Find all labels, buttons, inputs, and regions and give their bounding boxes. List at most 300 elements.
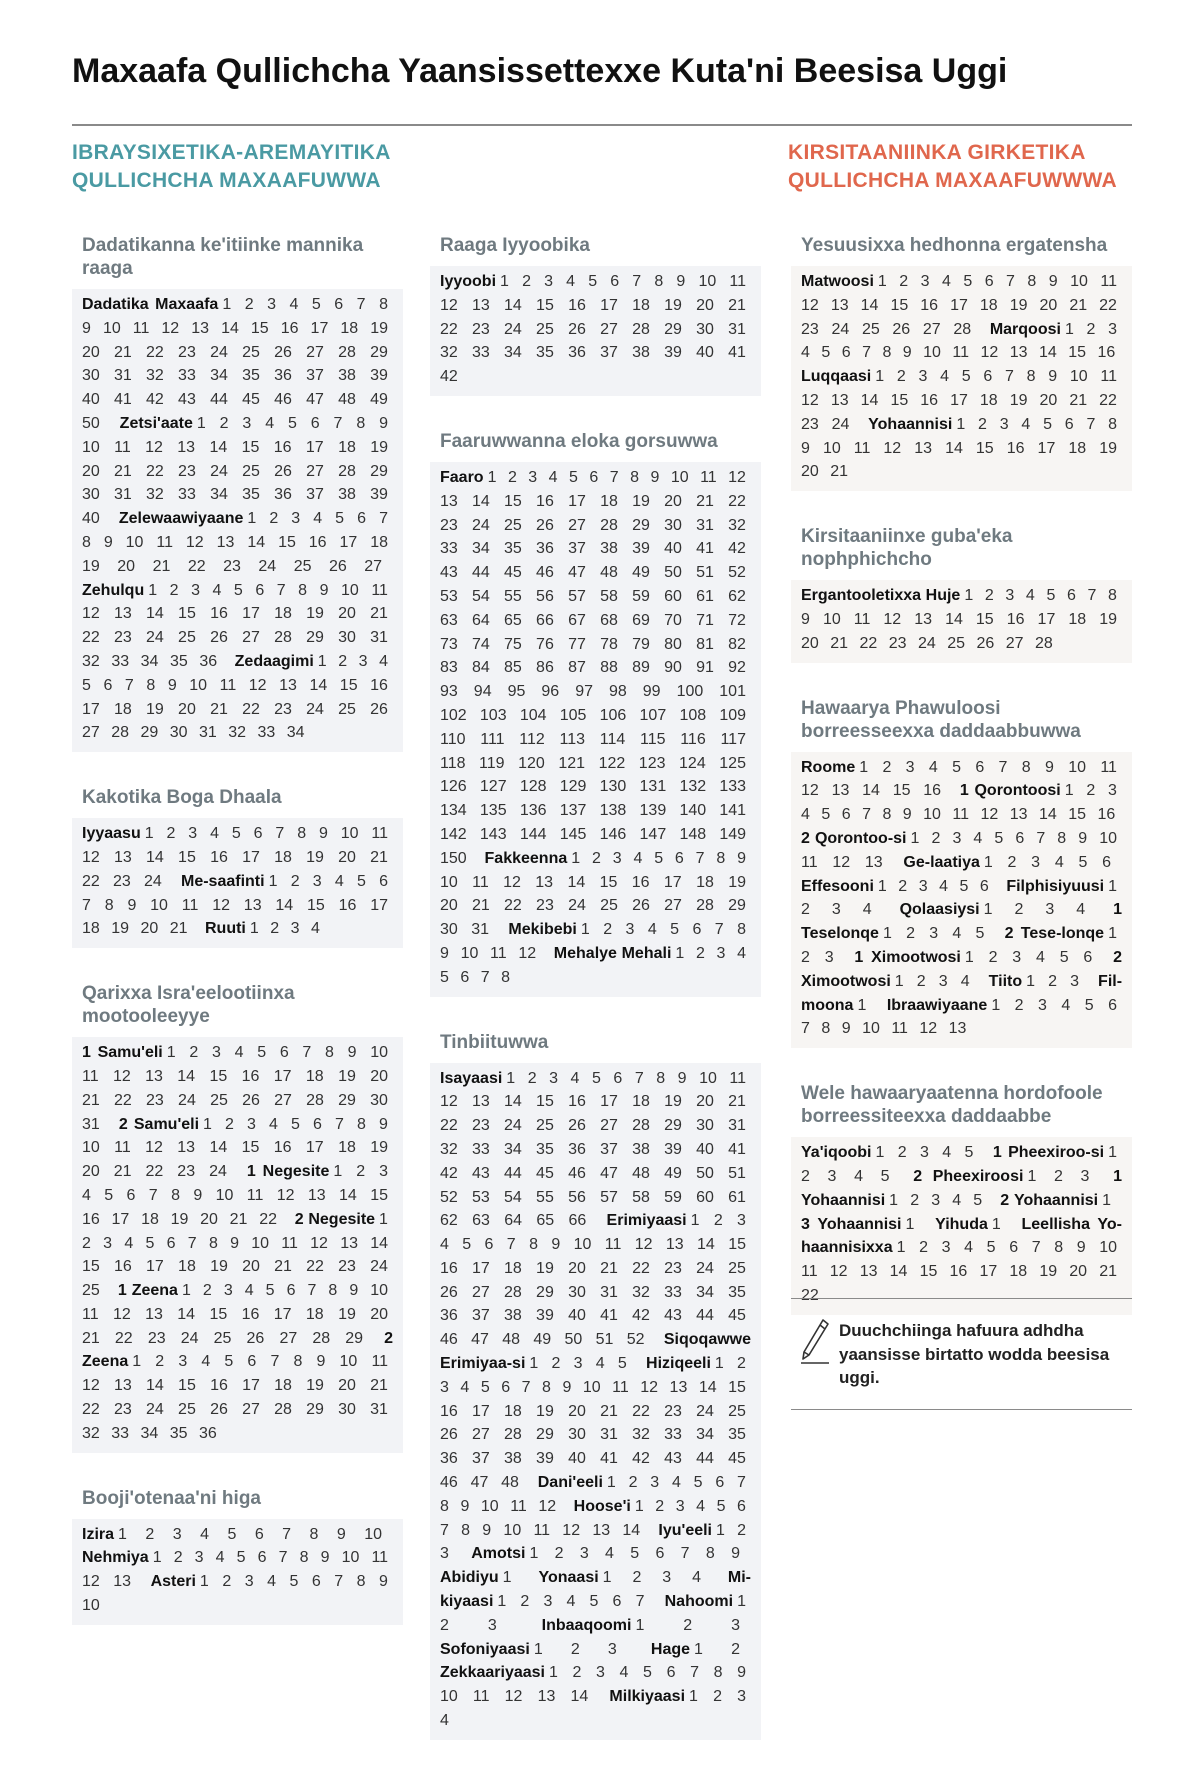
chapter-number[interactable]: 15 [919,1263,938,1281]
chapter-number[interactable]: 18 [1068,610,1087,628]
chapter-number[interactable]: 15 [307,896,325,914]
chapter-number[interactable]: 64 [472,611,490,629]
chapter-number[interactable]: 127 [479,778,507,796]
chapter-number[interactable]: 7 [276,581,286,599]
chapter-number[interactable]: 123 [638,754,666,772]
chapter-number[interactable]: 86 [536,659,554,677]
book-name[interactable]: Erimiyaasi [606,1212,687,1230]
chapter-number[interactable]: 13 [114,1377,132,1395]
chapter-number[interactable]: 9 [1048,368,1058,386]
chapter-number[interactable]: 45 [504,564,522,582]
chapter-number[interactable]: 4 [928,758,938,776]
chapter-number[interactable]: 3 [918,368,928,386]
book-name[interactable]: 2 Yohaannisi [1000,1191,1099,1209]
book-name[interactable]: Mekibebi [508,921,577,939]
chapter-number[interactable]: 45 [242,391,260,409]
chapter-number[interactable]: 7 [334,1573,344,1591]
chapter-number[interactable]: 4 [201,1353,211,1371]
chapter-number[interactable]: 1 [875,368,885,386]
chapter-number[interactable]: 37 [600,344,618,362]
chapter-number[interactable]: 1 [983,901,993,919]
chapter-number[interactable]: 2 [713,1212,723,1230]
chapter-number[interactable]: 4 [200,1525,209,1543]
book-name[interactable]: Marqoosi [989,320,1061,338]
chapter-number[interactable]: 64 [504,1212,523,1230]
chapter-number[interactable]: 37 [568,540,586,558]
chapter-number[interactable]: 26 [568,320,586,338]
chapter-number[interactable]: 5 [104,1186,114,1204]
chapter-number[interactable]: 25 [947,634,966,652]
chapter-number[interactable]: 41 [728,344,746,362]
chapter-number[interactable]: 45 [728,1307,746,1325]
chapter-number[interactable]: 4 [940,368,950,386]
chapter-number[interactable]: 5 [291,1115,300,1133]
chapter-number[interactable]: 10 [125,533,144,551]
book-name[interactable]: Effesooni [801,877,874,895]
chapter-number[interactable]: 1 [956,415,966,433]
book-name[interactable]: 1 Yohaannisi [801,1167,1122,1209]
chapter-number[interactable]: 2 [1086,320,1096,338]
chapter-number[interactable]: 94 [473,683,492,701]
chapter-number[interactable]: 39 [370,486,388,504]
chapter-number[interactable]: 1 [716,1521,725,1539]
chapter-number[interactable]: 11 [729,273,746,290]
book-entry[interactable] [801,1216,929,1233]
chapter-number[interactable]: 6 [612,1593,622,1611]
chapter-number[interactable]: 8 [630,468,639,486]
chapter-number[interactable]: 15 [339,676,358,694]
chapter-number[interactable]: 71 [696,611,714,629]
chapter-number[interactable]: 138 [599,802,627,820]
book-name[interactable]: Luqqaasi [801,368,872,386]
chapter-number[interactable]: 33 [472,1140,490,1158]
chapter-number[interactable]: 6 [674,849,684,867]
chapter-number[interactable]: 13 [669,1378,688,1396]
chapter-number[interactable]: 26 [568,1117,586,1135]
chapter-number[interactable]: 3 [920,1144,929,1162]
chapter-number[interactable]: 4 [267,1573,276,1591]
chapter-number[interactable]: 10 [370,1044,389,1062]
book-entry[interactable] [440,1641,645,1658]
chapter-number[interactable]: 9 [737,849,747,867]
chapter-number[interactable]: 21 [274,1258,292,1276]
chapter-number[interactable]: 133 [719,778,747,796]
chapter-number[interactable]: 54 [504,1188,522,1206]
chapter-number[interactable]: 144 [519,825,547,843]
chapter-number[interactable]: 1 [268,872,278,890]
chapter-number[interactable]: 4 [234,1044,244,1062]
chapter-number[interactable]: 38 [632,344,650,362]
chapter-number[interactable]: 4 [862,901,872,919]
chapter-number[interactable]: 6 [613,1069,623,1087]
chapter-number[interactable]: 17 [600,1093,618,1111]
chapter-number[interactable]: 11 [1100,368,1117,386]
book-name[interactable]: Iyyoobi [440,273,497,290]
chapter-number[interactable]: 5 [231,825,241,843]
chapter-number[interactable]: 37 [306,367,324,385]
chapter-number[interactable]: 1 [964,587,974,605]
chapter-number[interactable]: 21 [114,462,132,480]
chapter-number[interactable]: 10 [82,438,100,456]
book-name[interactable]: Dadatika Maxaafa [82,296,219,313]
chapter-number[interactable]: 5 [224,1353,234,1371]
book-name[interactable]: Faaro [440,468,484,486]
chapter-number[interactable]: 22 [82,629,100,647]
chapter-number[interactable]: 10 [82,1139,100,1157]
chapter-number[interactable]: 3 [675,1497,685,1515]
chapter-number[interactable]: 6 [715,1474,725,1492]
chapter-number[interactable]: 2 [1014,996,1024,1014]
chapter-number[interactable]: 9 [551,1236,561,1254]
chapter-number[interactable]: 22 [632,1402,650,1420]
chapter-number[interactable]: 31 [600,1283,618,1301]
chapter-number[interactable]: 37 [600,1140,618,1158]
chapter-number[interactable]: 7 [680,1545,690,1563]
chapter-number[interactable]: 31 [370,1401,388,1419]
chapter-number[interactable]: 139 [639,802,667,820]
chapter-number[interactable]: 13 [830,391,849,409]
chapter-number[interactable]: 2 [591,849,601,867]
chapter-number[interactable]: 3 [194,1549,204,1567]
chapter-number[interactable]: 11 [952,806,970,824]
chapter-number[interactable]: 2 [906,925,915,943]
chapter-number[interactable]: 141 [719,802,747,820]
book-name[interactable]: Ge-laatiya [903,853,980,871]
chapter-number[interactable]: 14 [247,533,266,551]
chapter-number[interactable]: 17 [663,873,682,891]
chapter-number[interactable]: 21 [472,897,490,915]
chapter-number[interactable]: 1 [877,273,887,290]
chapter-number[interactable]: 42 [440,1164,458,1182]
chapter-number[interactable]: 21 [1069,296,1088,314]
chapter-number[interactable]: 10 [150,896,168,914]
chapter-number[interactable]: 58 [632,1188,650,1206]
chapter-number[interactable]: 26 [536,516,554,534]
chapter-number[interactable]: 6 [979,877,989,895]
book-entry[interactable] [440,1355,751,1491]
chapter-number[interactable]: 43 [440,564,458,582]
chapter-number[interactable]: 17 [82,700,100,718]
chapter-number[interactable]: 4 [942,1144,952,1162]
book-name[interactable]: Yihuda [935,1215,988,1233]
chapter-number[interactable]: 15 [892,782,911,800]
chapter-number[interactable]: 3 [612,849,622,867]
book-entry[interactable] [440,1070,751,1230]
chapter-number[interactable]: 17 [979,1263,998,1281]
chapter-number[interactable]: 5 [1059,948,1069,966]
chapter-number[interactable]: 38 [504,1307,522,1325]
chapter-number[interactable]: 5 [265,1282,275,1300]
chapter-number[interactable]: 8 [309,1525,319,1543]
chapter-number[interactable]: 15 [728,1378,746,1396]
chapter-number[interactable]: 4 [941,273,951,290]
chapter-number[interactable]: 23 [177,1163,196,1181]
chapter-number[interactable]: 13 [830,296,849,314]
chapter-number[interactable]: 12 [562,1521,581,1539]
chapter-number[interactable]: 7 [1086,415,1096,433]
chapter-number[interactable]: 10 [822,610,841,628]
chapter-number[interactable]: 3 [211,1044,221,1062]
chapter-number[interactable]: 2 [1014,901,1024,919]
chapter-number[interactable]: 8 [716,849,726,867]
chapter-number[interactable]: 61 [728,1188,746,1206]
chapter-number[interactable]: 4 [801,344,810,362]
chapter-number[interactable]: 3 [931,1191,941,1209]
chapter-number[interactable]: 43 [664,1307,682,1325]
chapter-number[interactable]: 16 [631,873,650,891]
chapter-number[interactable]: 108 [679,706,707,724]
chapter-number[interactable]: 96 [541,683,560,701]
chapter-number[interactable]: 30 [696,320,714,338]
chapter-number[interactable]: 36 [199,1424,217,1442]
chapter-number[interactable]: 2 [219,414,229,432]
chapter-number[interactable]: 18 [504,1259,522,1277]
chapter-number[interactable]: 25 [600,897,618,915]
chapter-number[interactable]: 20 [117,557,136,575]
chapter-number[interactable]: 44 [504,1164,522,1182]
chapter-number[interactable]: 20 [370,1305,389,1323]
chapter-number[interactable]: 26 [632,897,650,915]
chapter-number[interactable]: 2 [801,1167,810,1185]
chapter-number[interactable]: 8 [1026,368,1036,386]
chapter-number[interactable]: 8 [705,1545,715,1563]
chapter-number[interactable]: 16 [923,782,942,800]
chapter-number[interactable]: 25 [293,557,312,575]
chapter-number[interactable]: 18 [274,848,292,866]
chapter-number[interactable]: 9 [347,1044,357,1062]
chapter-number[interactable]: 9 [230,1234,239,1252]
chapter-number[interactable]: 8 [297,825,307,843]
book-name[interactable]: 2 Samu'eli [118,1115,200,1133]
chapter-number[interactable]: 24 [144,872,162,890]
chapter-number[interactable]: 25 [536,1117,554,1135]
chapter-number[interactable]: 10 [923,806,941,824]
chapter-number[interactable]: 29 [728,897,746,915]
chapter-number[interactable]: 12 [634,1236,653,1254]
chapter-number[interactable]: 31 [370,629,388,647]
chapter-number[interactable]: 24 [209,1163,227,1181]
chapter-number[interactable]: 10 [670,468,689,486]
chapter-number[interactable]: 8 [440,1497,449,1515]
chapter-number[interactable]: 3 [573,1355,583,1373]
chapter-number[interactable]: 19 [338,1067,356,1085]
chapter-number[interactable]: 6 [247,1353,257,1371]
chapter-number[interactable]: 12 [919,1020,938,1038]
chapter-number[interactable]: 3 [827,1167,837,1185]
chapter-number[interactable]: 2 [225,1115,234,1133]
book-name[interactable]: Ibraawiyaane [886,996,988,1014]
chapter-number[interactable]: 11 [729,1069,746,1087]
chapter-number[interactable]: 7 [737,1474,746,1492]
book-entry[interactable] [801,587,1122,652]
chapter-number[interactable]: 22 [728,492,746,510]
chapter-number[interactable]: 11 [132,319,150,337]
chapter-number[interactable]: 7 [270,1353,280,1371]
chapter-number[interactable]: 29 [536,1283,554,1301]
chapter-number[interactable]: 1 [889,1191,899,1209]
chapter-number[interactable]: 30 [169,724,188,742]
chapter-number[interactable]: 5 [569,468,578,486]
chapter-number[interactable]: 2 [189,1044,199,1062]
book-name[interactable]: Abidiyu [440,1569,499,1587]
chapter-number[interactable]: 1 [144,825,154,843]
chapter-number[interactable]: 14 [697,1236,715,1254]
chapter-number[interactable]: 40 [568,1307,586,1325]
chapter-number[interactable]: 4 [973,829,983,847]
chapter-number[interactable]: 24 [472,516,490,534]
chapter-number[interactable]: 34 [286,724,305,742]
chapter-number[interactable]: 3 [716,944,726,962]
chapter-number[interactable]: 27 [472,1426,490,1444]
chapter-number[interactable]: 22 [306,1258,324,1276]
chapter-number[interactable]: 15 [178,1377,196,1395]
chapter-number[interactable]: 4 [566,273,576,290]
chapter-number[interactable]: 17 [600,296,618,314]
book-name[interactable]: Yohaannisi [868,415,953,433]
chapter-number[interactable]: 6 [975,758,985,776]
chapter-number[interactable]: 31 [199,724,217,742]
chapter-number[interactable]: 1 [737,1593,746,1611]
chapter-number[interactable]: 16 [370,676,388,694]
book-name[interactable]: Hiziqeeli [646,1355,711,1373]
chapter-number[interactable]: 28 [632,1117,650,1135]
chapter-number[interactable]: 15 [209,1305,228,1323]
chapter-number[interactable]: 22 [1099,391,1117,409]
chapter-number[interactable]: 17 [950,391,968,409]
chapter-number[interactable]: 2 [166,825,176,843]
chapter-number[interactable]: 4 [566,1593,576,1611]
chapter-number[interactable]: 2 [919,1239,929,1257]
chapter-number[interactable]: 1 [905,1215,915,1233]
chapter-number[interactable]: 31 [696,516,714,534]
chapter-number[interactable]: 6 [279,1044,289,1062]
chapter-number[interactable]: 23 [888,634,907,652]
book-name[interactable]: 1 Ximootwosi [854,948,961,966]
chapter-number[interactable]: 36 [440,1450,458,1468]
book-entry[interactable] [903,854,1116,871]
chapter-number[interactable]: 3 [1070,972,1079,990]
chapter-number[interactable]: 27 [242,1401,260,1419]
chapter-number[interactable]: 15 [241,438,260,456]
chapter-number[interactable]: 6 [254,1525,264,1543]
book-entry[interactable] [913,1168,1107,1185]
chapter-number[interactable]: 1 [148,581,158,599]
book-name[interactable]: Nehmiya [82,1549,149,1567]
chapter-number[interactable]: 16 [1006,610,1025,628]
chapter-number[interactable]: 33 [664,1426,682,1444]
chapter-number[interactable]: 40 [696,344,714,362]
chapter-number[interactable]: 48 [632,1164,650,1182]
chapter-number[interactable]: 27 [279,1329,298,1347]
chapter-number[interactable]: 18 [274,605,292,623]
chapter-number[interactable]: 47 [600,1164,618,1182]
chapter-number[interactable]: 3 [1038,996,1047,1014]
chapter-number[interactable]: 39 [536,1450,554,1468]
chapter-number[interactable]: 8 [737,921,746,939]
chapter-number[interactable]: 13 [914,610,933,628]
chapter-number[interactable]: 6 [1064,415,1074,433]
chapter-number[interactable]: 125 [719,754,746,772]
book-name[interactable]: Mi-kiyaasi [440,1569,752,1611]
chapter-number[interactable]: 7 [302,1044,312,1062]
chapter-number[interactable]: 22 [242,700,260,718]
chapter-number[interactable]: 3 [737,1212,746,1230]
chapter-number[interactable]: 4 [379,652,388,670]
chapter-number[interactable]: 15 [250,319,269,337]
chapter-number[interactable]: 10 [364,1525,383,1543]
chapter-number[interactable]: 23 [472,1117,490,1135]
chapter-number[interactable]: 10 [341,1549,360,1567]
chapter-number[interactable]: 5 [964,1144,974,1162]
chapter-number[interactable]: 38 [632,1140,650,1158]
chapter-number[interactable]: 3 [223,1282,233,1300]
chapter-number[interactable]: 16 [241,1067,260,1085]
chapter-number[interactable]: 4 [269,1115,278,1133]
chapter-number[interactable]: 16 [273,1139,292,1157]
chapter-number[interactable]: 14 [1038,344,1057,362]
chapter-number[interactable]: 36 [568,344,586,362]
chapter-number[interactable]: 27 [306,462,324,480]
chapter-number[interactable]: 11 [853,439,871,457]
chapter-number[interactable]: 39 [536,1307,554,1325]
chapter-number[interactable]: 20 [370,1067,389,1085]
chapter-number[interactable]: 10 [923,344,941,362]
chapter-number[interactable]: 62 [728,587,746,605]
book-entry[interactable] [1000,1192,1116,1209]
chapter-number[interactable]: 1 [379,1210,388,1228]
chapter-number[interactable]: 15 [209,1067,228,1085]
chapter-number[interactable]: 143 [479,825,507,843]
chapter-number[interactable]: 5 [821,806,831,824]
chapter-number[interactable]: 70 [664,611,682,629]
chapter-number[interactable]: 19 [1099,439,1117,457]
chapter-number[interactable]: 20 [568,1259,586,1277]
chapter-number[interactable]: 9 [349,1282,359,1300]
chapter-number[interactable]: 15 [370,1186,388,1204]
chapter-number[interactable]: 16 [568,1093,586,1111]
chapter-number[interactable]: 11 [1100,273,1117,290]
chapter-number[interactable]: 12 [801,391,819,409]
chapter-number[interactable]: 41 [114,391,132,409]
book-name[interactable]: Ergantooletixxa Huje [801,587,961,605]
chapter-number[interactable]: 22 [859,634,878,652]
chapter-number[interactable]: 17 [339,533,358,551]
chapter-number[interactable]: 3 [172,1525,182,1543]
chapter-number[interactable]: 9 [801,610,810,628]
chapter-number[interactable]: 14 [275,896,294,914]
chapter-number[interactable]: 11 [952,344,970,362]
chapter-number[interactable]: 14 [339,1186,357,1204]
chapter-number[interactable]: 9 [103,533,113,551]
chapter-number[interactable]: 13 [113,1573,132,1591]
chapter-number[interactable]: 33 [257,724,276,742]
chapter-number[interactable]: 122 [598,754,626,772]
chapter-number[interactable]: 3 [596,1664,605,1682]
chapter-number[interactable]: 15 [975,439,994,457]
chapter-number[interactable]: 12 [82,1573,100,1591]
chapter-number[interactable]: 3 [487,1616,497,1634]
chapter-number[interactable]: 9 [731,1545,740,1563]
chapter-number[interactable]: 4 [212,581,222,599]
chapter-number[interactable]: 7 [335,1115,344,1133]
chapter-number[interactable]: 26 [210,1401,228,1419]
book-entry[interactable] [82,510,393,575]
chapter-number[interactable]: 124 [679,754,706,772]
chapter-number[interactable]: 8 [104,896,114,914]
chapter-number[interactable]: 9 [1044,758,1054,776]
chapter-number[interactable]: 3 [440,1378,449,1396]
chapter-number[interactable]: 23 [664,1402,682,1420]
